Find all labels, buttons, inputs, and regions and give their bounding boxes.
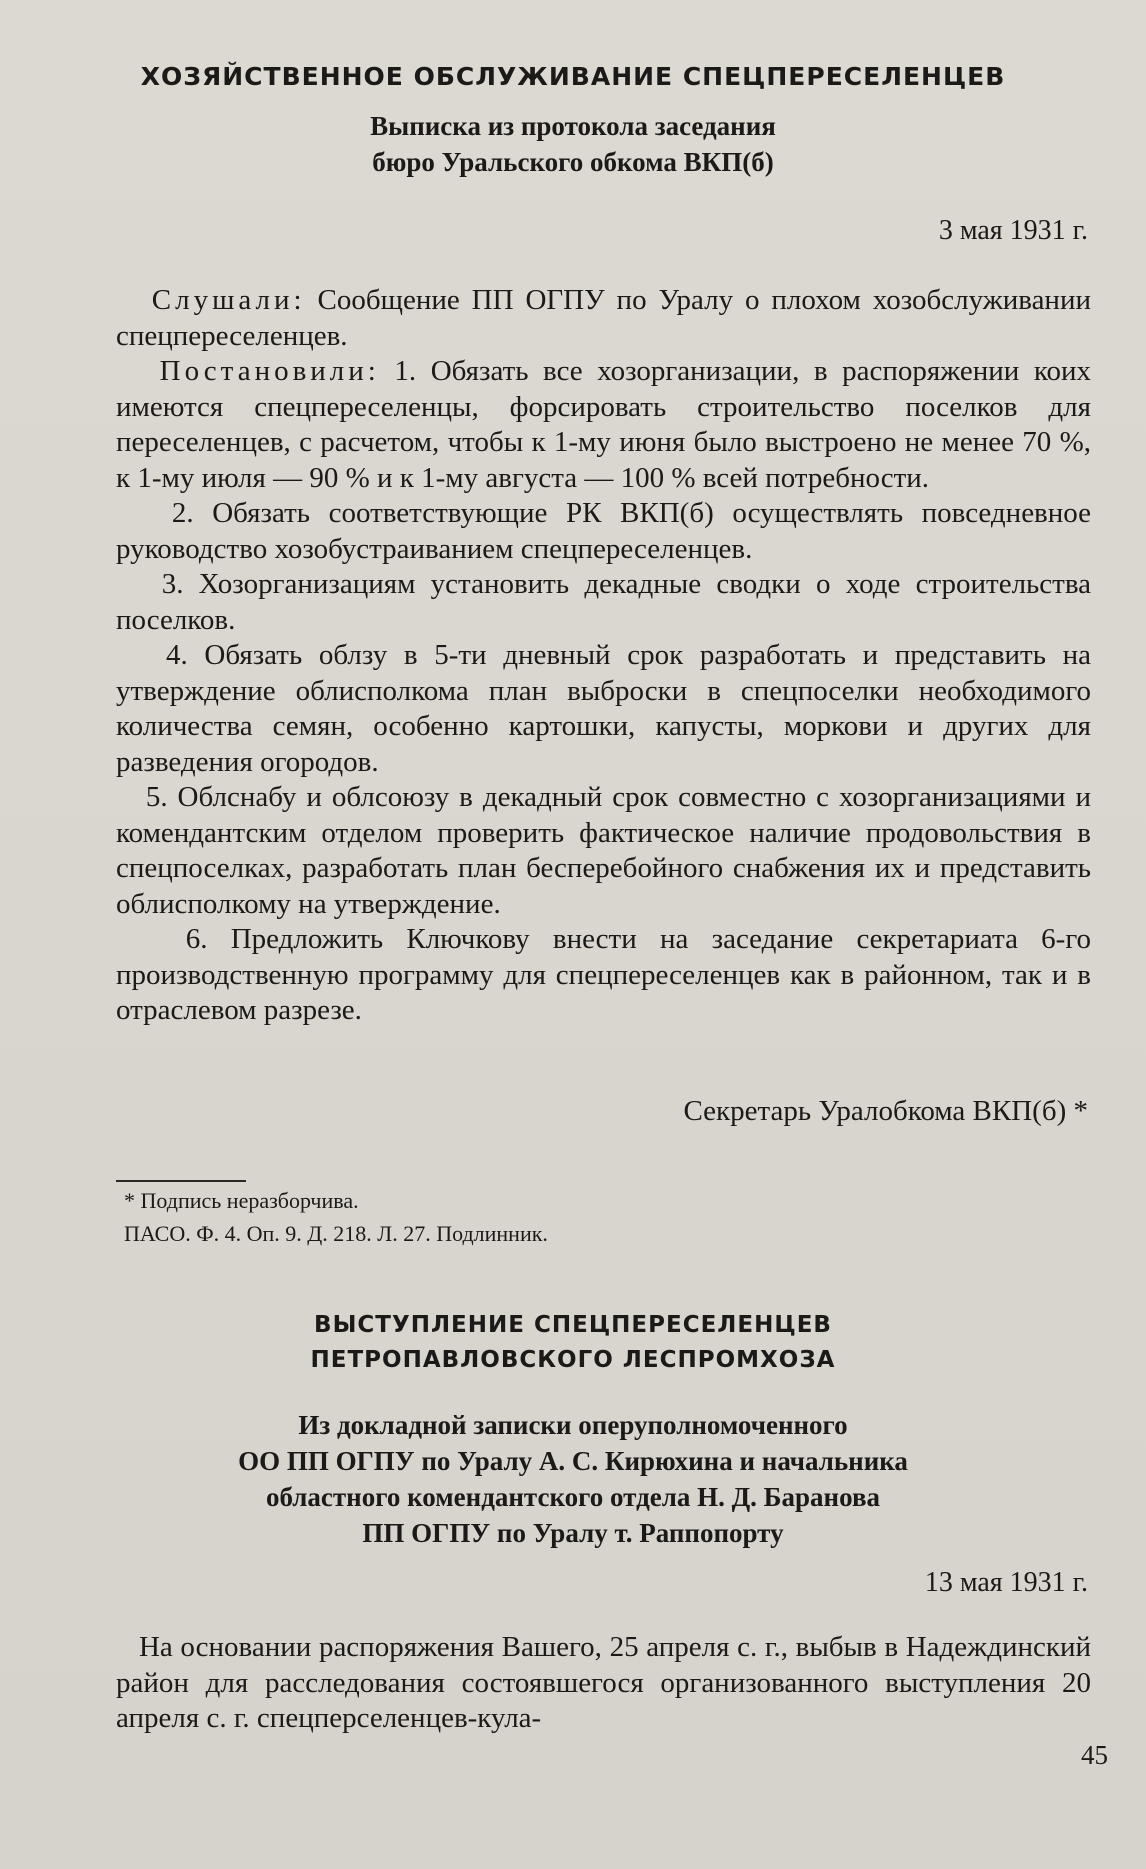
section1-subtitle-line2: бюро Уральского обкома ВКП(б)	[372, 147, 774, 177]
section2-paragraph: На основании распоряжения Вашего, 25 апреля с. г., выбыв в Надеждинский район для расследования состоявшегося организованного выступления 20 апреля с. г. спецперселенцев-кула-	[116, 1631, 1092, 1734]
heard-paragraph	[116, 283, 1091, 354]
decided-label: Постановили:	[159, 355, 380, 387]
heard-label: Слушали:	[151, 284, 306, 316]
item-5: 5. Облснабу и облсоюзу в декадный срок совместно с хозорганизациями и комендантским отделом проверить фактическое наличие продовольствия в спецпоселках, разработать план бесперебойного снабжения их и представить облисполкому на утверждение.	[116, 781, 1091, 920]
item-4: 4. Обязать облзу в 5-ти дневный срок разработать и представить на утверждение облисполкома план выброски в спецпоселки необходимого количества семян, особенно картошки, капусты, моркови и других для разведения огородов.	[116, 639, 1092, 778]
heard-text: Сообщение ПП ОГПУ по Уралу о плохом хозобслуживании спецпереселенцев.	[116, 284, 1091, 352]
footnote: * Подпись неразборчива.	[124, 1188, 359, 1213]
decided-text: 1. Обязать все хозорганизации, в распоряжении коих имеются спецпереселенцы, форсировать строительство поселков для переселенцев, с расчетом, чтобы к 1-му июня было выстроено не менее 70 %, к 1-му июля — 90 % и к 1-му августа — 100 % всей потребности.	[116, 355, 1091, 494]
archive-source: ПАСО. Ф. 4. Оп. 9. Д. 218. Л. 27. Подлинник.	[124, 1221, 548, 1246]
signature: Секретарь Уралобкома ВКП(б) *	[683, 1095, 1088, 1127]
item-3: 3. Хозорганизациям установить декадные сводки о ходе строительства поселков.	[116, 568, 1091, 636]
section2-subtitle-line2: ОО ПП ОГПУ по Уралу А. С. Кирюхина и начальника	[238, 1446, 908, 1476]
section2-body	[116, 1630, 1091, 1737]
item-2: 2. Обязать соответствующие РК ВКП(б) осуществлять повседневное руководство хозобустраиванием спецпереселенцев.	[116, 497, 1091, 565]
footnote-divider	[116, 1180, 246, 1182]
section2-subtitle-line3: областного комендантского отдела Н. Д. Баранова	[265, 1482, 881, 1512]
section2-title-line1: ВЫСТУПЛЕНИЕ СПЕЦПЕРЕСЕЛЕНЦЕВ	[314, 1312, 832, 1338]
section2-subtitle-line4: ПП ОГПУ по Уралу т. Раппопорту	[362, 1518, 784, 1548]
section2-subtitle-line1: Из докладной записки оперуполномоченного	[298, 1410, 848, 1440]
item-6: 6. Предложить Ключкову внести на заседание секретариата 6-го производственную программу для спецпереселенцев как в районном, так и в отраслевом разрезе.	[116, 923, 1092, 1026]
section2-title-line2: ПЕТРОПАВЛОВСКОГО ЛЕСПРОМХОЗА	[310, 1347, 836, 1373]
decided-paragraph	[116, 354, 1091, 496]
section1-date: 3 мая 1931 г.	[938, 215, 1088, 246]
section1-body	[116, 283, 1091, 1029]
section1-title: ХОЗЯЙСТВЕННОЕ ОБСЛУЖИВАНИЕ СПЕЦПЕРЕСЕЛЕНЦЕВ	[140, 62, 1006, 91]
section2-date: 13 мая 1931 г.	[924, 1567, 1088, 1598]
section1-subtitle-line1: Выписка из протокола заседания	[370, 111, 776, 141]
page-number: 45	[1081, 1740, 1108, 1770]
